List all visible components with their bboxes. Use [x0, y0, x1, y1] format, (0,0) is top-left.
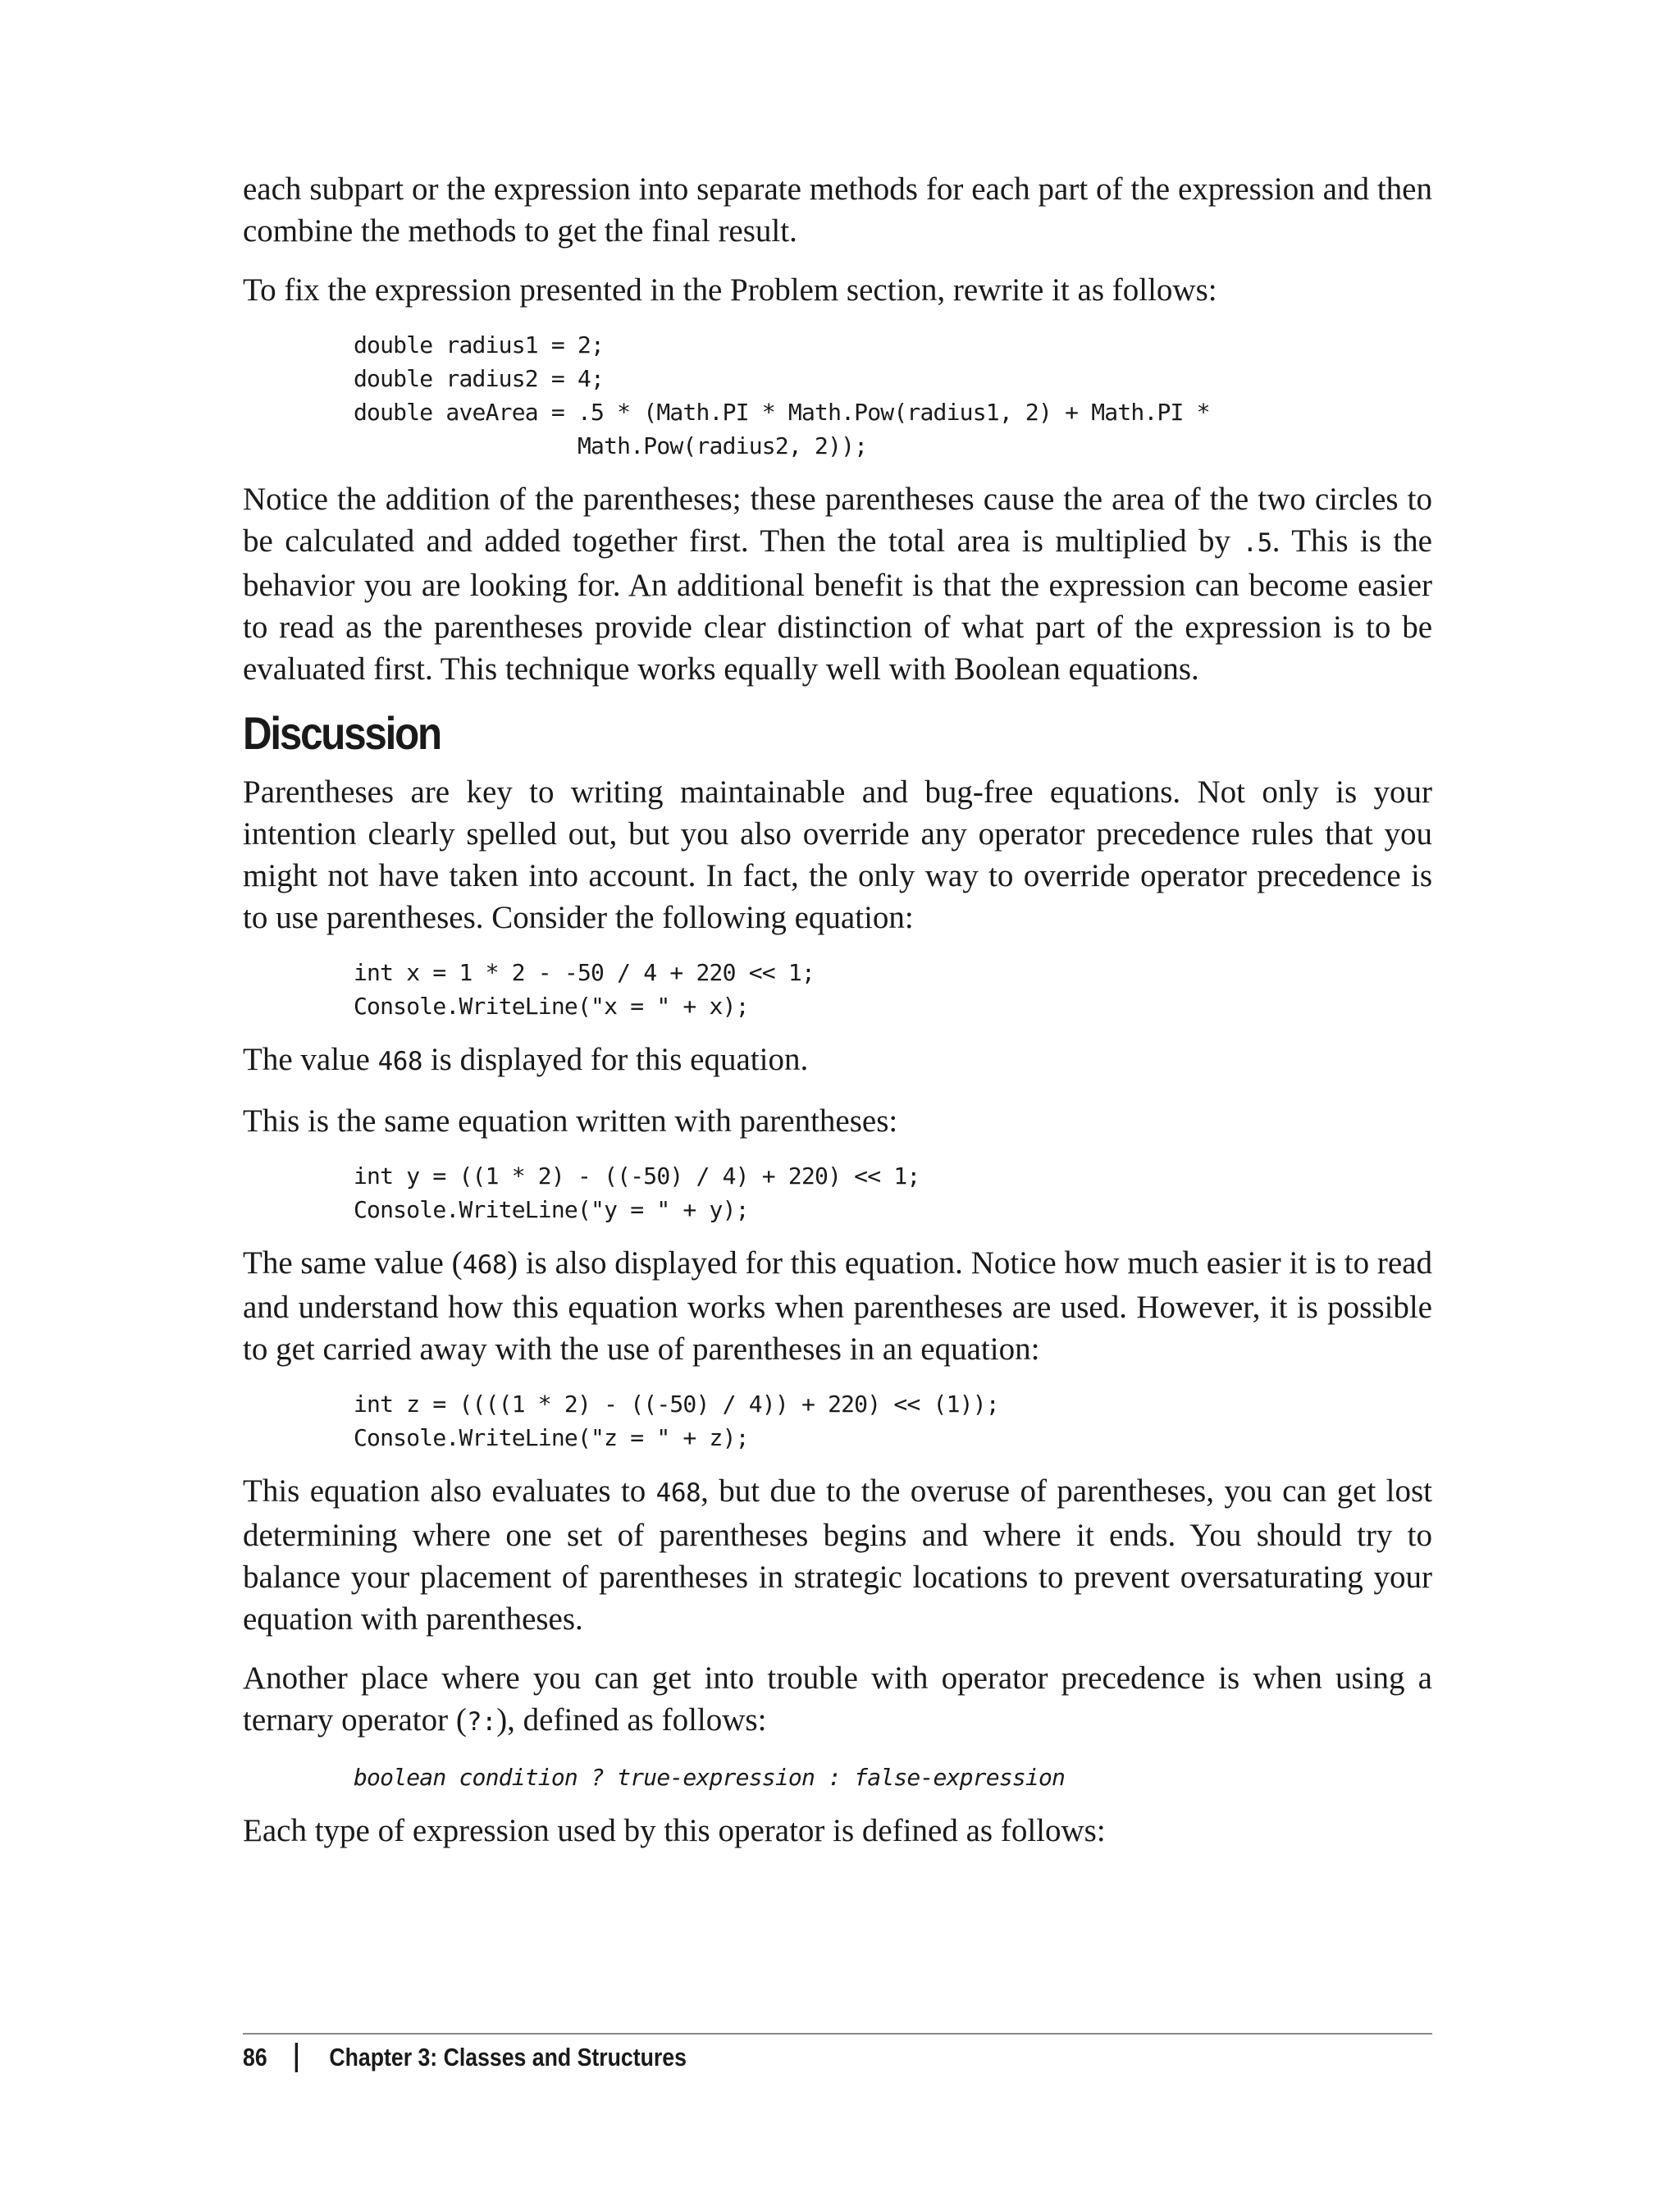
- paragraph: This is the same equation written with parentheses:: [243, 1103, 898, 1139]
- text-run: . This is the behavior you are looking for. An additional benefit is that the expression can become easier to read as the parentheses provide clear distinction of what part of the expression is to be evaluated first. This technique works equally well with Boolean equations.: [243, 523, 1432, 687]
- text-run: The value: [243, 1042, 378, 1077]
- code-block: int y = ((1 * 2) - ((-50) / 4) + 220) << 1; Console.WriteLine("y = " + y);: [354, 1162, 920, 1223]
- inline-code: 468: [462, 1250, 508, 1280]
- page-body: [243, 168, 1432, 1869]
- page-footer: [243, 2041, 687, 2074]
- paragraph: To fix the expression presented in the Problem section, rewrite it as follows:: [243, 272, 1217, 308]
- text-run: Another place where you can get into trouble with operator precedence is when using a ternary operator (: [243, 1660, 1432, 1738]
- code-block: int z = ((((1 * 2) - ((-50) / 4)) + 220) << (1)); Console.WriteLine("z = " + z);: [354, 1391, 999, 1451]
- section-heading: Discussion: [243, 707, 441, 759]
- paragraph: [243, 1039, 1432, 1083]
- text-run: , but due to the overuse of parentheses, you can get lost determining where one set of parentheses begins and where it ends. You should try to balance your placement of parentheses in strategic locations to prevent oversaturating your equation with parentheses.: [243, 1473, 1432, 1637]
- paragraph: each subpart or the expression into separate methods for each part of the expression and then combine the methods to get the final result.: [243, 171, 1432, 249]
- text-run: ), defined as follows:: [496, 1702, 767, 1738]
- text-run: is displayed for this equation.: [422, 1042, 809, 1077]
- inline-code: 468: [377, 1047, 423, 1076]
- text-run: This equation also evaluates to: [243, 1473, 656, 1509]
- paragraph: [243, 1657, 1432, 1743]
- text-run: ) is also displayed for this equation. Notice how much easier it is to read and understand how this equation works when parentheses are used. However, it is possible to get carried away with the use of parentheses in an equation:: [243, 1245, 1432, 1367]
- paragraph: [243, 1470, 1432, 1640]
- inline-code: .5: [1242, 528, 1272, 558]
- code-block: int x = 1 * 2 - -50 / 4 + 220 << 1; Console.WriteLine("x = " + x);: [354, 959, 815, 1020]
- paragraph: [243, 478, 1432, 690]
- paragraph: Each type of expression used by this operator is defined as follows:: [243, 1813, 1106, 1848]
- chapter-title: Chapter 3: Classes and Structures: [329, 2043, 687, 2071]
- paragraph: Parentheses are key to writing maintainable and bug-free equations. Not only is your intention clearly spelled out, but you also override any operator precedence rules that you might not have taken into account. In fact, the only way to override operator precedence is to use parentheses. Consider the following equation:: [243, 774, 1432, 935]
- code-block: double radius1 = 2; double radius2 = 4; double aveArea = .5 * (Math.PI * Math.Pow(radius1, 2) + Math.PI * Math.Pow(radius2, 2));: [354, 331, 1210, 459]
- text-run: The same value (: [243, 1245, 463, 1281]
- text-run: Notice the addition of the parentheses; these parentheses cause the area of the two circles to be calculated and added together first. Then the total area is multiplied by: [243, 482, 1432, 559]
- footer-separator: [295, 2043, 298, 2072]
- footer-rule: [243, 2033, 1432, 2035]
- code-block-syntax: boolean condition ? true-expression : false-expression: [354, 1764, 1066, 1791]
- page-number: 86: [243, 2043, 267, 2071]
- paragraph: [243, 1242, 1432, 1370]
- inline-code: ?:: [466, 1707, 497, 1737]
- inline-code: 468: [655, 1478, 701, 1508]
